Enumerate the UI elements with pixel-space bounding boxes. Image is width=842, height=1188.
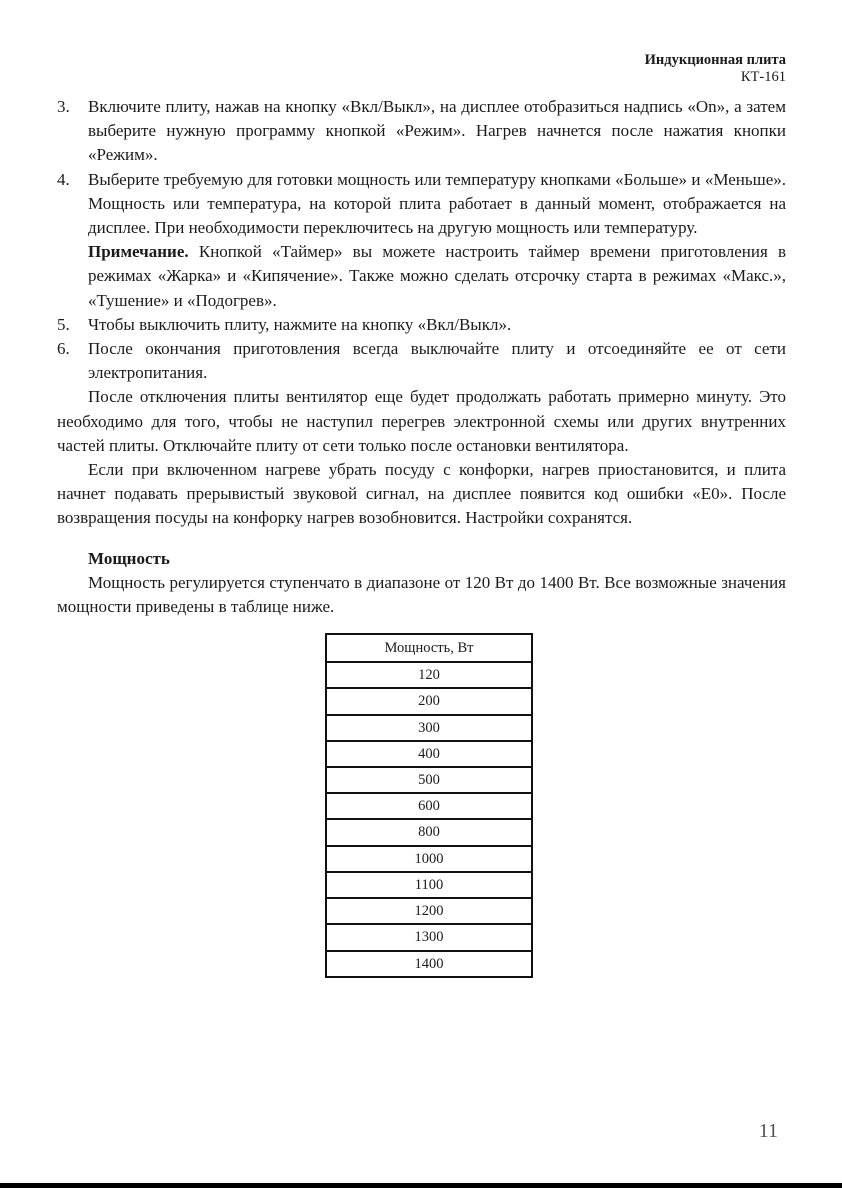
table-row [326, 767, 532, 793]
list-item-number: 3. [57, 97, 70, 116]
table-row [326, 951, 532, 977]
power-value-cell: 1100 [326, 872, 532, 898]
power-value-cell: 1400 [326, 951, 532, 977]
table-row [326, 819, 532, 845]
list-item-3 [57, 95, 786, 168]
power-value-cell: 800 [326, 819, 532, 845]
list-item-number: 6. [57, 339, 70, 359]
power-table [325, 633, 533, 977]
table-row [326, 715, 532, 741]
header-product-name: Индукционная плита [644, 52, 786, 68]
list-item-text: Включите плиту, нажав на кнопку «Вкл/Выкл», на дисплее отобразиться надпись «On», а затем выберите нужную программу кнопкой «Режим». Нагрев начнется после нажатия кнопки «Режим». [88, 97, 786, 165]
document-header [57, 52, 786, 86]
power-value-cell: 600 [326, 793, 532, 819]
header-model-number: КТ-161 [740, 69, 786, 85]
section-heading-power: Мощность [88, 548, 170, 568]
power-value-cell: 1200 [326, 898, 532, 924]
page-bottom-edge [0, 1183, 842, 1188]
table-row [326, 688, 532, 714]
page-content [57, 52, 786, 978]
power-value-cell: 120 [326, 662, 532, 688]
paragraph-error-e0: Если при включенном нагреве убрать посуду с конфорки, нагрев приостановится, и плита начнет подавать прерывистый звуковой сигнал, на дисплее появится код ошибки «E0». После возвращения посуды на конфорку нагрев возобновится. Настройки сохранятся. [57, 460, 786, 528]
list-item-text: Выберите требуемую для готовки мощность или температуру кнопками «Больше» и «Меньше». Мощность или температура, на которой плита работает в данный момент, отображается на дисплее. При необходимости переключитесь на другую мощность или температуру. [88, 169, 786, 238]
power-value-cell: 1000 [326, 846, 532, 872]
table-row [326, 924, 532, 950]
list-item-text: Чтобы выключить плиту, нажмите на кнопку «Вкл/Выкл». [88, 314, 512, 334]
paragraph-fan-cooldown: После отключения плиты вентилятор еще будет продолжать работать примерно минуту. Это необходимо для того, чтобы не наступил перегрев электронной схемы или других внутренних частей плиты. Отключайте плиту от сети только после остановки вентилятора. [57, 387, 786, 455]
body-text [57, 95, 786, 978]
note-paragraph [88, 240, 786, 313]
power-value-cell: 1300 [326, 924, 532, 950]
table-header-row [326, 634, 532, 662]
table-row [326, 872, 532, 898]
power-value-cell: 500 [326, 767, 532, 793]
list-item-4 [57, 168, 786, 313]
table-row [326, 662, 532, 688]
table-row [326, 793, 532, 819]
power-table-header: Мощность, Вт [326, 634, 532, 662]
list-item-number: 5. [57, 314, 70, 334]
note-label: Примечание. [88, 242, 189, 262]
power-value-cell: 300 [326, 715, 532, 741]
page-number: 11 [758, 1120, 778, 1142]
table-row [326, 898, 532, 924]
power-value-cell: 200 [326, 688, 532, 714]
power-intro-paragraph: Мощность регулируется ступенчато в диапазоне от 120 Вт до 1400 Вт. Все возможные значения мощности приведены в таблице ниже. [57, 572, 786, 617]
list-item-6 [57, 337, 786, 385]
list-item-text: После окончания приготовления всегда выключайте плиту и отсоединяйте ее от сети электропитания. [88, 339, 786, 383]
list-item-5 [57, 313, 786, 337]
list-item-body [88, 168, 786, 313]
power-value-cell: 400 [326, 741, 532, 767]
list-item-number: 4. [57, 169, 70, 189]
table-row [326, 741, 532, 767]
note-text: Кнопкой «Таймер» вы можете настроить таймер времени приготовления в режимах «Жарка» и «Кипячение». Также можно сделать отсрочку старта в режимах «Макс.», «Тушение» и «Подогрев». [88, 242, 787, 310]
table-row [326, 846, 532, 872]
